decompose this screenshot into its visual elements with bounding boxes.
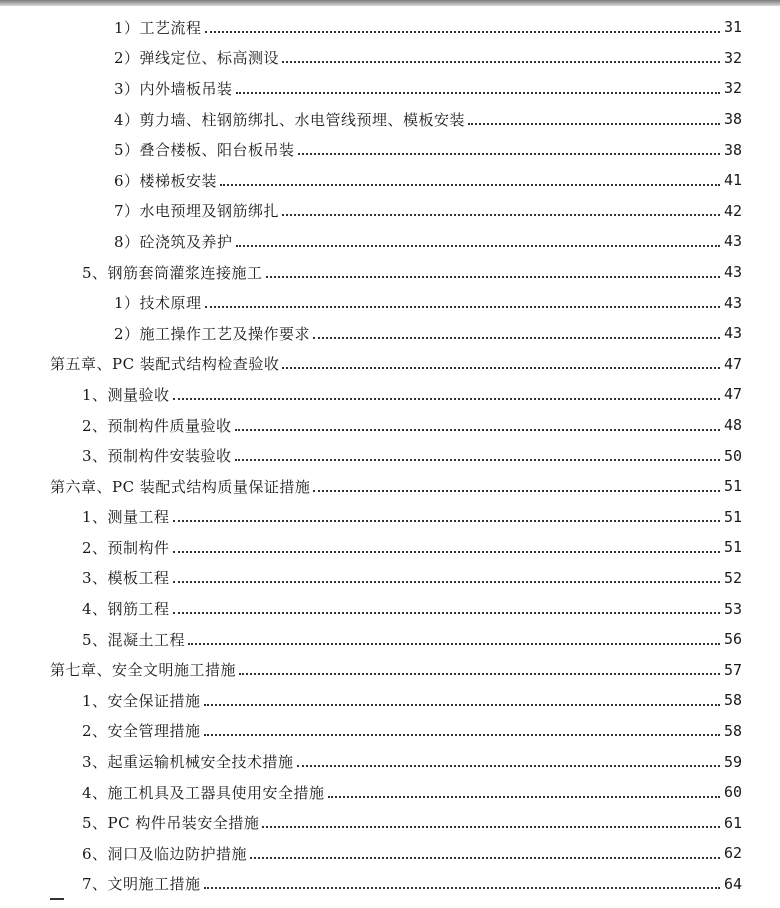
toc-entry-8[interactable] [0, 226, 780, 257]
toc-entry-title: 1、安全保证措施 [82, 691, 201, 710]
toc-entry-page-number: 62 [723, 844, 742, 863]
toc-entry-title: 5）叠合楼板、阳台板吊装 [114, 141, 295, 160]
toc-entry-title: 5、钢筋套筒灌浆连接施工 [82, 263, 263, 282]
toc-entry-23[interactable] [0, 685, 780, 716]
dot-leader [313, 322, 720, 339]
dot-leader [313, 475, 720, 492]
toc-entry-title: 1）工艺流程 [114, 18, 202, 37]
dot-leader [236, 77, 720, 94]
toc-entry-26[interactable] [0, 777, 780, 808]
toc-entry-title: 2、预制构件 [82, 538, 170, 557]
toc-entry-page-number: 61 [723, 813, 742, 832]
toc-entry-15[interactable] [0, 440, 780, 471]
toc-entry-10[interactable] [0, 287, 780, 318]
toc-entry-29[interactable] [0, 869, 780, 900]
toc-entry-7[interactable] [0, 196, 780, 227]
toc-entry-11[interactable] [0, 318, 780, 349]
toc-entry-title: 2）施工操作工艺及操作要求 [114, 324, 311, 343]
toc-entry-title: 第六章、PC 装配式结构质量保证措施 [50, 477, 311, 496]
dot-leader [236, 230, 720, 247]
dot-leader [282, 46, 720, 63]
toc-entry-title: 7）水电预埋及钢筋绑扎 [114, 202, 280, 221]
toc-entry-title: 1）技术原理 [114, 294, 202, 313]
toc-entry-page-number: 60 [723, 783, 742, 802]
toc-entry-page-number: 38 [723, 140, 742, 159]
dot-leader [220, 169, 720, 186]
toc-entry-24[interactable] [0, 716, 780, 747]
toc-entry-page-number: 52 [723, 568, 742, 587]
dot-leader [282, 199, 720, 216]
toc-entry-page-number: 43 [723, 232, 742, 251]
toc-entry-3[interactable] [0, 73, 780, 104]
toc-entry-page-number: 53 [723, 599, 742, 618]
toc-entry-title: 3）内外墙板吊装 [114, 79, 233, 98]
toc-entry-page-number: 51 [723, 538, 742, 557]
toc-entry-page-number: 32 [723, 48, 742, 67]
dot-leader [235, 414, 720, 431]
toc-entry-title: 第五章、PC 装配式结构检查验收 [50, 355, 280, 374]
dot-leader [204, 872, 720, 889]
toc-entry-title: 6）楼梯板安装 [114, 171, 218, 190]
dot-leader [239, 658, 720, 675]
dot-leader [235, 444, 720, 461]
toc-entry-page-number: 43 [723, 293, 742, 312]
toc-entry-page-number: 47 [723, 385, 742, 404]
toc-entry-title: 5、混凝土工程 [82, 630, 186, 649]
toc-entry-page-number: 41 [723, 171, 742, 190]
toc-entry-9[interactable] [0, 257, 780, 288]
toc-entry-25[interactable] [0, 746, 780, 777]
dot-leader [266, 261, 720, 278]
page-top-edge [0, 0, 780, 6]
dot-leader [204, 689, 720, 706]
dot-leader [468, 108, 720, 125]
toc-entry-17[interactable] [0, 502, 780, 533]
toc-entry-page-number: 47 [723, 354, 742, 373]
dot-leader [298, 138, 720, 155]
dot-leader [328, 781, 720, 798]
toc-entry-16[interactable] [0, 471, 780, 502]
page-bottom-mark [50, 898, 64, 908]
toc-entry-title: 3、起重运输机械安全技术措施 [82, 753, 294, 772]
dot-leader [282, 352, 720, 369]
toc-entry-page-number: 57 [723, 660, 742, 679]
table-of-contents [0, 12, 780, 899]
toc-entry-page-number: 50 [723, 446, 742, 465]
dot-leader [173, 566, 720, 583]
dot-leader [173, 505, 720, 522]
toc-entry-page-number: 43 [723, 324, 742, 343]
dot-leader [262, 811, 720, 828]
toc-entry-title: 6、洞口及临边防护措施 [82, 844, 248, 863]
toc-entry-28[interactable] [0, 838, 780, 869]
toc-entry-page-number: 38 [723, 110, 742, 129]
toc-entry-title: 5、PC 构件吊装安全措施 [82, 814, 260, 833]
toc-entry-page-number: 56 [723, 630, 742, 649]
toc-entry-21[interactable] [0, 624, 780, 655]
toc-entry-page-number: 32 [723, 79, 742, 98]
toc-entry-18[interactable] [0, 532, 780, 563]
toc-entry-title: 2、预制构件质量验收 [82, 416, 232, 435]
toc-entry-5[interactable] [0, 134, 780, 165]
dot-leader [173, 536, 720, 553]
toc-entry-page-number: 64 [723, 874, 742, 893]
toc-entry-20[interactable] [0, 593, 780, 624]
toc-entry-title: 第七章、安全文明施工措施 [50, 661, 237, 680]
dot-leader [204, 719, 720, 736]
dot-leader [297, 750, 720, 767]
dot-leader [205, 16, 720, 33]
toc-entry-title: 2）弹线定位、标高测设 [114, 49, 280, 68]
toc-entry-page-number: 51 [723, 507, 742, 526]
toc-entry-title: 4）剪力墙、柱钢筋绑扎、水电管线预埋、模板安装 [114, 110, 466, 129]
toc-entry-4[interactable] [0, 104, 780, 135]
toc-entry-page-number: 31 [723, 18, 742, 37]
toc-entry-title: 3、预制构件安装验收 [82, 447, 232, 466]
toc-entry-title: 1、测量验收 [82, 385, 170, 404]
toc-entry-19[interactable] [0, 563, 780, 594]
toc-entry-page-number: 58 [723, 721, 742, 740]
toc-entry-14[interactable] [0, 410, 780, 441]
toc-entry-12[interactable] [0, 349, 780, 380]
toc-entry-title: 7、文明施工措施 [82, 875, 201, 894]
toc-entry-page-number: 48 [723, 416, 742, 435]
toc-entry-title: 4、施工机具及工器具使用安全措施 [82, 783, 325, 802]
toc-entry-title: 3、模板工程 [82, 569, 170, 588]
dot-leader [250, 842, 720, 859]
dot-leader [173, 383, 720, 400]
toc-entry-title: 1、测量工程 [82, 508, 170, 527]
dot-leader [205, 291, 720, 308]
toc-entry-page-number: 58 [723, 691, 742, 710]
toc-entry-27[interactable] [0, 807, 780, 838]
toc-entry-title: 8）砼浇筑及养护 [114, 232, 233, 251]
toc-entry-page-number: 43 [723, 263, 742, 282]
toc-entry-page-number: 51 [723, 477, 742, 496]
dot-leader [188, 628, 720, 645]
toc-entry-page-number: 59 [723, 752, 742, 771]
toc-entry-13[interactable] [0, 379, 780, 410]
toc-entry-2[interactable] [0, 43, 780, 74]
toc-entry-6[interactable] [0, 165, 780, 196]
toc-entry-title: 4、钢筋工程 [82, 600, 170, 619]
toc-entry-22[interactable] [0, 654, 780, 685]
toc-entry-1[interactable] [0, 12, 780, 43]
toc-entry-title: 2、安全管理措施 [82, 722, 201, 741]
dot-leader [173, 597, 720, 614]
toc-entry-page-number: 42 [723, 201, 742, 220]
